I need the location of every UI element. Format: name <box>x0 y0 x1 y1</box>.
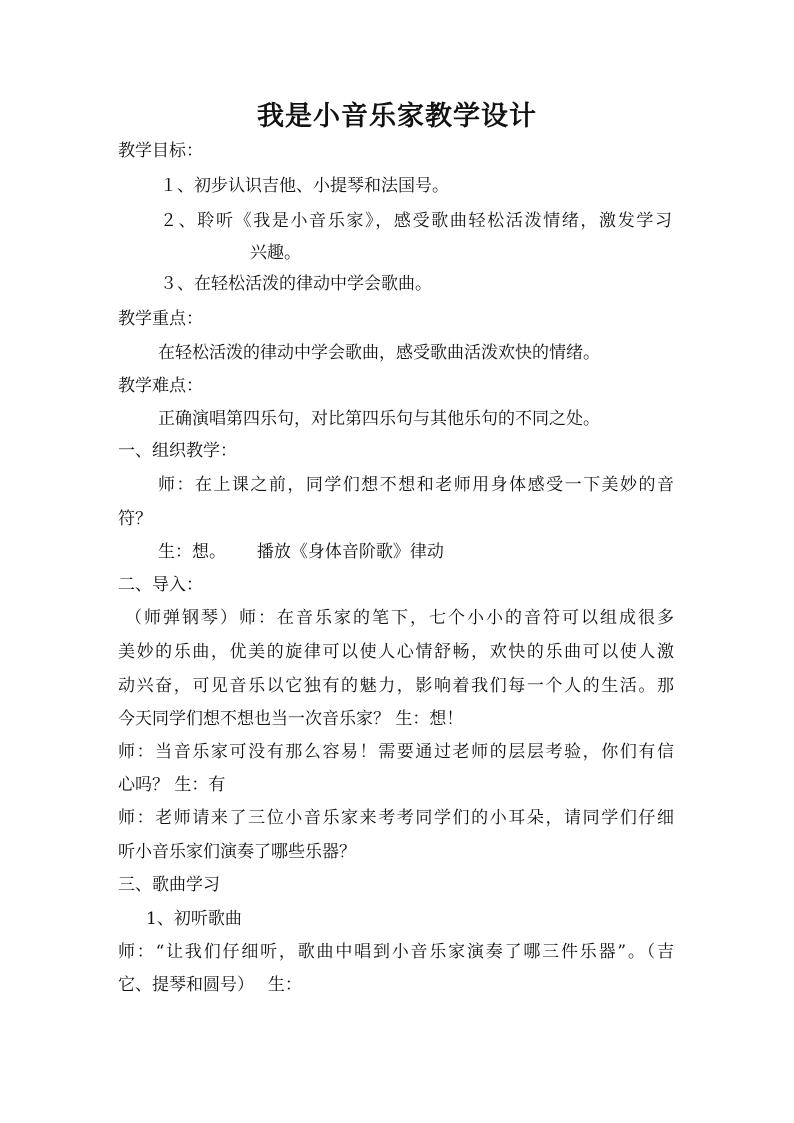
body-line: 今天同学们想不想也当一次音乐家？ 生：想！ <box>118 709 464 729</box>
body-line: 动兴奋，可见音乐以它独有的魅力，影响着我们每一个人的生活。那 <box>118 676 674 696</box>
objective-line-continuation: 兴趣。 <box>250 243 301 263</box>
objective-line: １、初步认识吉他、小提琴和法国号。 <box>160 176 449 196</box>
objective-line: ３、在轻松活泼的律动中学会歌曲。 <box>160 274 432 294</box>
body-line: 师：当音乐家可没有那么容易！需要通过老师的层层考验，你们有信 <box>118 742 674 762</box>
section-heading-introduction: 二、导入： <box>118 575 203 595</box>
body-line: 师：老师请来了三位小音乐家来考考同学们的小耳朵，请同学们仔细 <box>118 808 674 828</box>
objective-line: ２、聆听《我是小音乐家》，感受歌曲轻松活泼情绪，激发学习 <box>160 211 672 231</box>
body-line: 听小音乐家们演奏了哪些乐器？ <box>118 842 356 862</box>
section-heading-organize: 一、组织教学： <box>118 441 237 461</box>
section-heading-objectives: 教学目标： <box>118 141 203 161</box>
body-line: （师弹钢琴）师：在音乐家的笔下，七个小小的音符可以组成很多 <box>125 608 674 628</box>
document-title: 我是小音乐家教学设计 <box>257 101 537 132</box>
body-line: 符？ <box>118 509 152 529</box>
body-line: 正确演唱第四乐句，对比第四乐句与其他乐句的不同之处。 <box>158 409 600 429</box>
body-line: 心吗？ 生：有 <box>118 775 226 795</box>
subheading-first-listen: 1、初听歌曲 <box>146 909 242 929</box>
body-line: 它、提琴和圆号） 生： <box>118 975 302 995</box>
body-line: 美妙的乐曲，优美的旋律可以使人心情舒畅，欢快的乐曲可以使人激 <box>118 642 674 662</box>
body-line: 生：想。 播放《身体音阶歌》律动 <box>158 542 444 562</box>
section-heading-song-learning: 三、歌曲学习 <box>118 875 220 895</box>
section-heading-key-points: 教学重点： <box>118 309 203 329</box>
section-heading-difficulties: 教学难点： <box>118 376 203 396</box>
body-line: 师：在上课之前，同学们想不想和老师用身体感受一下美妙的音 <box>158 475 674 495</box>
body-line: 师：“让我们仔细听，歌曲中唱到小音乐家演奏了哪三件乐器”。（吉 <box>118 942 674 962</box>
body-line: 在轻松活泼的律动中学会歌曲，感受歌曲活泼欢快的情绪。 <box>158 343 600 363</box>
